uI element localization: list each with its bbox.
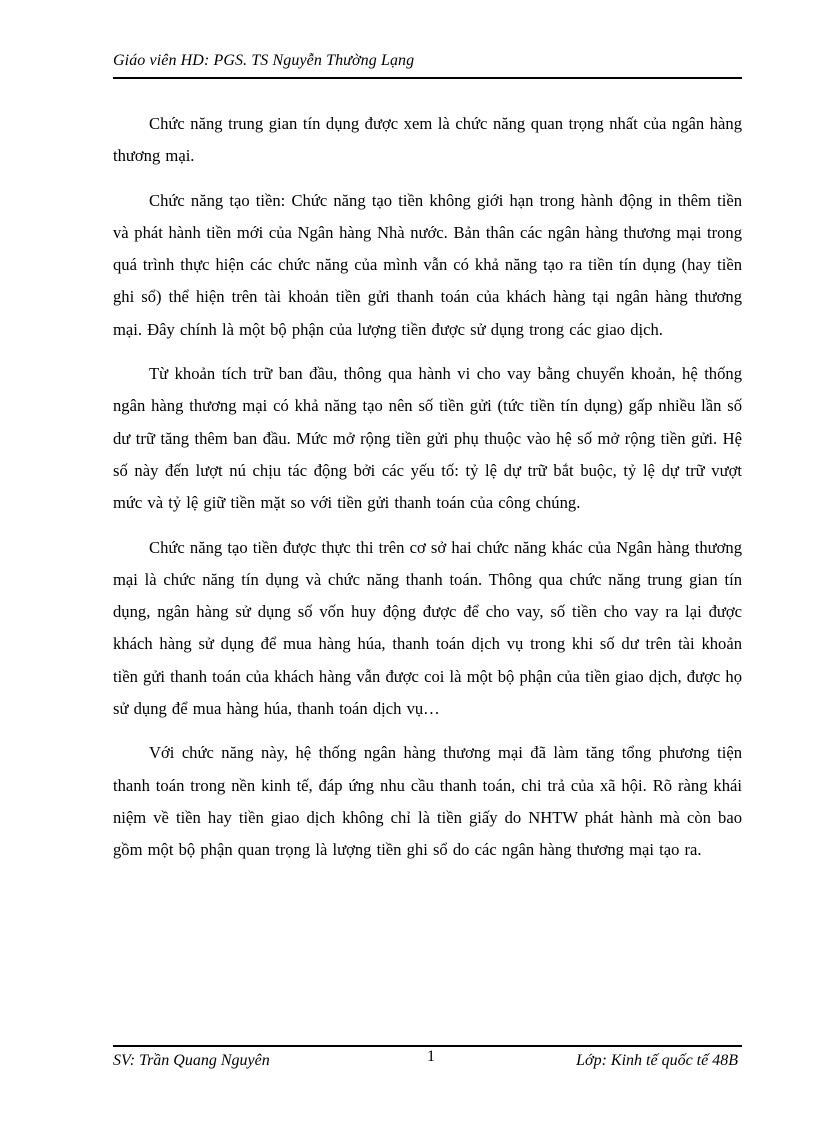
page-number: 1 <box>427 1048 435 1065</box>
document-body <box>113 108 742 879</box>
paragraph-2: Chức năng tạo tiền: Chức năng tạo tiền không giới hạn trong hành động in thêm tiền và phát hành tiền mới của Ngân hàng Nhà nước. Bản thân các ngân hàng thương mại trong quá trình thực hiện các chức năng của mình vẫn có khả năng tạo ra tiền tín dụng (hay tiền ghi sổ) thể hiện trên tài khoản tiền gửi thanh toán của khách hàng tại ngân hàng thương mại. Đây chính là một bộ phận của lượng tiền được sử dụng trong các giao dịch. <box>113 190 742 339</box>
student-label: SV: Trần Quang Nguyên <box>113 1052 270 1069</box>
class-label: Lớp: Kinh tế quốc tế 48B <box>576 1052 738 1069</box>
page-header <box>113 50 742 79</box>
paragraph-5: Với chức năng này, hệ thống ngân hàng thương mại đã làm tăng tổng phương tiện thanh toán trong nền kinh tế, đáp ứng nhu cầu thanh toán, chi trả của xã hội. Rõ ràng khái niệm về tiền hay tiền giao dịch không chỉ là tiền giấy do NHTW phát hành mà còn bao gồm một bộ phận quan trọng là lượng tiền ghi sổ do các ngân hàng thương mại tạo ra. <box>113 743 742 860</box>
paragraph-1: Chức năng trung gian tín dụng được xem là chức năng quan trọng nhất của ngân hàng thương mại. <box>113 114 742 166</box>
supervisor-label: Giáo viên HD: PGS. TS Nguyễn Thường Lạng <box>113 52 415 69</box>
paragraph-3: Từ khoản tích trữ ban đầu, thông qua hành vi cho vay bằng chuyển khoản, hệ thống ngân hàng thương mại có khả năng tạo nên số tiền gửi (tức tiền tín dụng) gấp nhiều lần số dư trữ tăng thêm ban đầu. Mức mở rộng tiền gửi phụ thuộc vào hệ số mở rộng tiền gửi. Hệ số này đến lượt nú chịu tác động bởi các yếu tố: tỷ lệ dự trữ bắt buộc, tỷ lệ dự trữ vượt mức và tỷ lệ giữ tiền mặt so với tiền gửi thanh toán của công chúng. <box>113 364 742 513</box>
paragraph-4: Chức năng tạo tiền được thực thi trên cơ sở hai chức năng khác của Ngân hàng thương mại là chức năng tín dụng và chức năng thanh toán. Thông qua chức năng trung gian tín dụng, ngân hàng sử dụng số vốn huy động được để cho vay, số tiền cho vay ra lại được khách hàng sử dụng để mua hàng húa, thanh toán dịch vụ trong khi số dư trên tài khoản tiền gửi thanh toán của khách hàng vẫn được coi là một bộ phận của tiền giao dịch, được họ sử dụng để mua hàng húa, thanh toán dịch vụ… <box>113 537 742 719</box>
page-footer <box>113 1045 742 1077</box>
